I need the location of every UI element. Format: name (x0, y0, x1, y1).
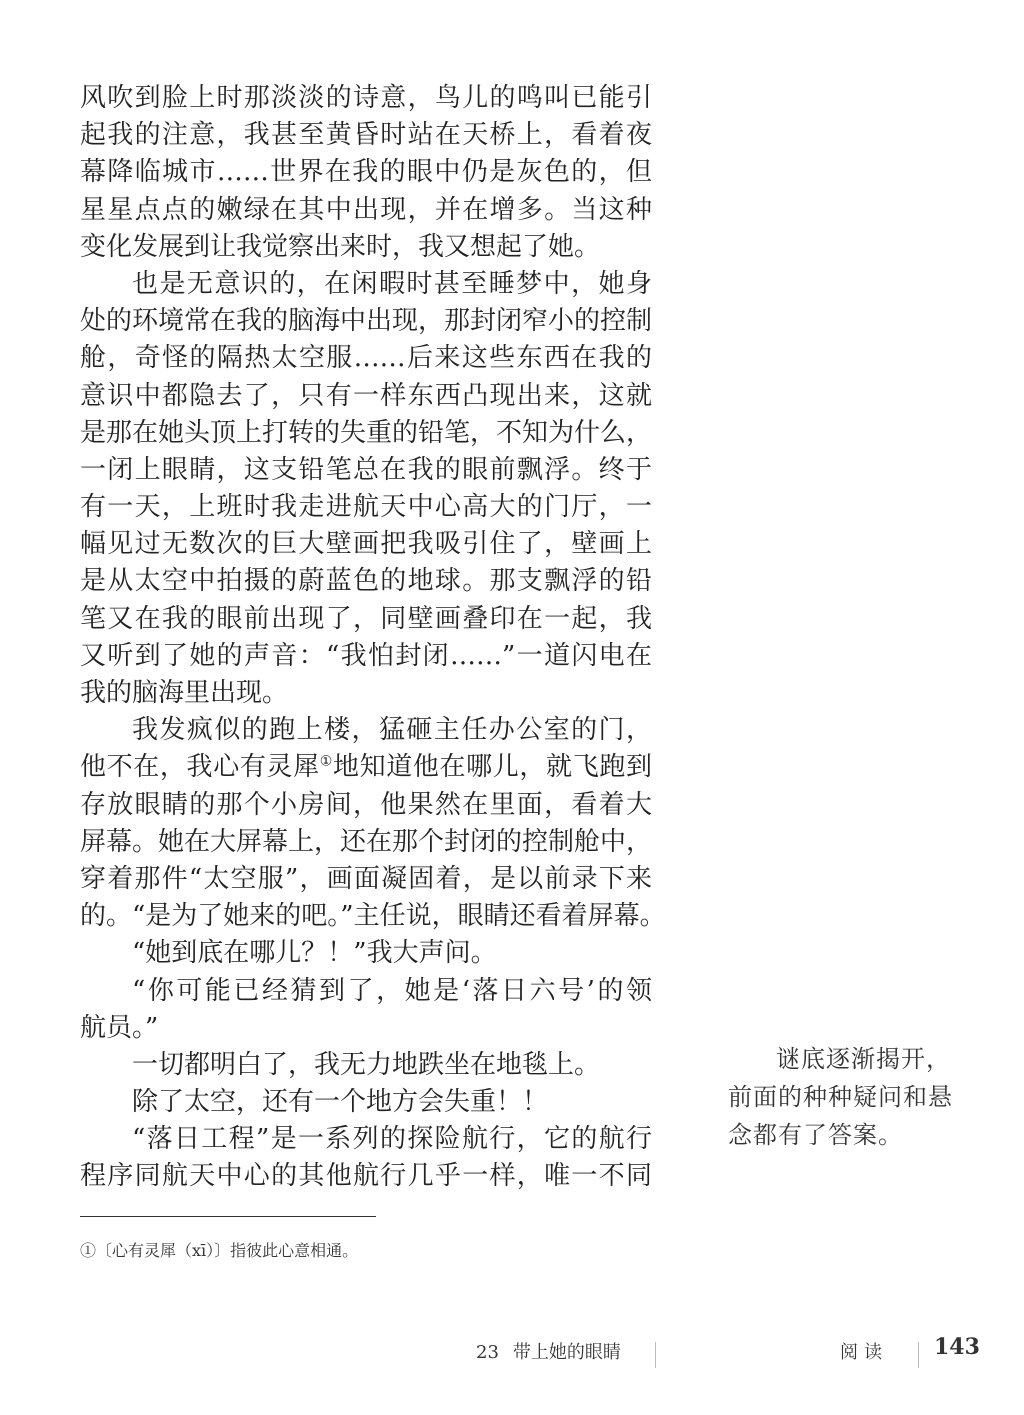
text-line (80, 787, 652, 824)
text-line (80, 192, 652, 229)
text-line-content: 幕降临城市……世界在我的眼中仍是灰色的，但 (80, 157, 652, 188)
text-line-content: “落日工程”是一系列的探险航行，它的航行 (132, 1124, 652, 1155)
text-line (80, 973, 652, 1010)
footnote-marker[interactable]: ① (319, 753, 333, 770)
text-line (80, 1010, 652, 1047)
text-line (80, 861, 652, 898)
page-footer (0, 1336, 1024, 1366)
text-line (80, 1084, 652, 1121)
text-line-content: “她到底在哪儿？！”我大声问。 (132, 938, 497, 969)
text-line (80, 601, 652, 638)
page-number: 143 (934, 1334, 980, 1360)
text-line (80, 1047, 652, 1084)
text-line-content: 变化发展到让我觉察出来时，我又想起了她。 (80, 231, 601, 262)
text-line (80, 824, 652, 861)
text-line-content: 幅见过无数次的巨大壁画把我吸引住了，壁画上 (80, 529, 652, 560)
lesson-number: 23 (476, 1342, 499, 1363)
footnote-divider (80, 1216, 376, 1217)
text-line-content: 除了太空，还有一个地方会失重！！ (132, 1087, 549, 1118)
text-line-content: 穿着那件“太空服”，画面凝固着，是以前录下来 (80, 863, 652, 894)
margin-note-line: 谜底逐渐揭开， (776, 1045, 951, 1073)
text-line (80, 154, 652, 191)
text-line-content: 星星点点的嫩绿在其中出现，并在增多。当这种 (80, 194, 652, 225)
text-line-content: 也是无意识的，在闲暇时甚至睡梦中，她身 (132, 268, 652, 299)
text-line-content: 地知道他在哪儿，就飞跑到 (332, 752, 652, 783)
text-line (80, 229, 652, 266)
text-line-content: 程序同航天中心的其他航行几乎一样，唯一不同 (80, 1161, 652, 1192)
footer-divider (655, 1342, 656, 1368)
text-line-content: 存放眼睛的那个小房间，他果然在里面，看着大 (80, 789, 652, 820)
text-line (80, 303, 652, 340)
text-line (80, 526, 652, 563)
text-line-content: 是从太空中拍摄的蔚蓝色的地球。那支飘浮的铅 (80, 566, 652, 597)
text-line (80, 563, 652, 600)
text-line-content: 舱，奇怪的隔热太空服……后来这些东西在我的 (80, 343, 652, 374)
text-line (80, 898, 666, 935)
text-line-content: 屏幕。她在大屏幕上，还在那个封闭的控制舱中， (80, 826, 653, 857)
text-line-content: 笔又在我的眼前出现了，同壁画叠印在一起，我 (80, 603, 652, 634)
text-line (80, 378, 652, 415)
text-line (80, 80, 652, 117)
text-line (80, 452, 652, 489)
footnote: ①〔心有灵犀（xī）〕指彼此心意相通。 (80, 1241, 359, 1260)
text-line-content: 我发疯似的跑上楼，猛砸主任办公室的门， (132, 715, 652, 746)
text-line (80, 489, 652, 526)
text-line (80, 415, 652, 452)
footer-divider (918, 1342, 919, 1368)
text-line-content: “你可能已经猜到了，她是‘落日六号’的领 (132, 975, 652, 1006)
text-line-content: 一切都明白了，我无力地跌坐在地毯上。 (132, 1049, 601, 1080)
text-line-content: 一闭上眼睛，这支铅笔总在我的眼前飘浮。终于 (80, 454, 652, 485)
text-line-content: 处的环境常在我的脑海中出现，那封闭窄小的控制 (80, 306, 653, 337)
text-line (80, 675, 652, 712)
footer-chapter (476, 1338, 621, 1364)
text-line (80, 340, 652, 377)
text-line-content: 我的脑海里出现。 (80, 678, 289, 708)
text-line-content: 他不在，我心有灵犀 (80, 752, 320, 783)
text-line-content: 风吹到脸上时那淡淡的诗意，鸟儿的鸣叫已能引 (80, 83, 652, 113)
text-line (80, 712, 652, 749)
text-line-content: 是那在她头顶上打转的失重的铅笔，不知为什么， (80, 417, 653, 448)
text-line (80, 266, 652, 303)
text-line-content: 航员。” (80, 1012, 159, 1043)
text-line-content: 起我的注意，我甚至黄昏时站在天桥上，看着夜 (80, 120, 652, 151)
text-line (80, 638, 652, 675)
text-line (80, 935, 652, 972)
body-text (80, 80, 680, 1196)
text-line-content: 有一天，上班时我走进航天中心高大的门厅，一 (80, 492, 652, 523)
margin-note-line: 念都有了答案。 (728, 1121, 903, 1149)
text-line-content: 又听到了她的声音：“我怕封闭……”一道闪电在 (80, 640, 652, 671)
margin-note-line: 前面的种种疑问和悬 (728, 1083, 953, 1111)
margin-note (728, 1040, 978, 1154)
text-line-content: 的。“是为了她来的吧。”主任说，眼睛还看着屏幕。 (80, 901, 666, 932)
lesson-title: 带上她的眼睛 (512, 1342, 621, 1363)
text-line (80, 749, 652, 786)
text-line (80, 1158, 652, 1195)
text-line-content: 意识中都隐去了，只有一样东西凸现出来，这就 (80, 380, 652, 411)
footer-section: 阅读 (840, 1342, 888, 1363)
text-line (80, 117, 652, 154)
text-line (80, 1121, 652, 1158)
